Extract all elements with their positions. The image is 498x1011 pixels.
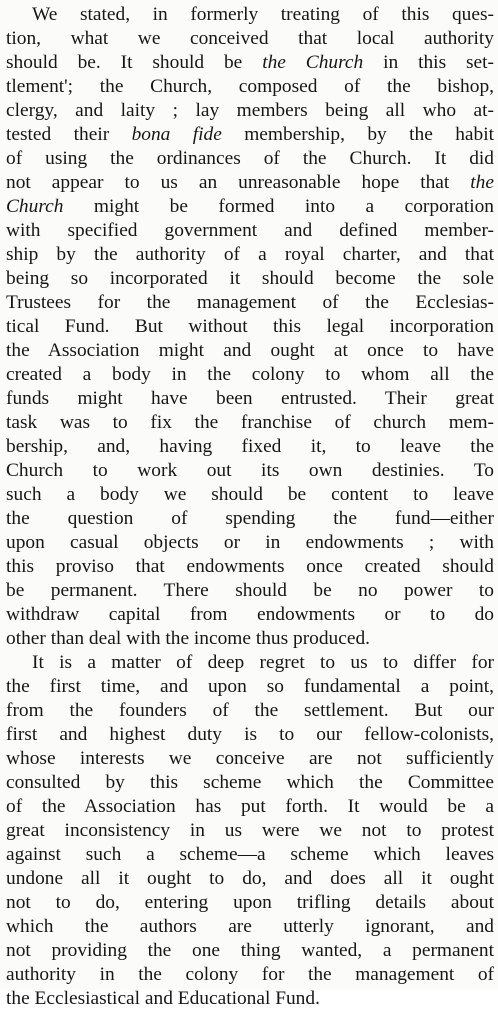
text-segment: task was to fix the franchise of church mem- <box>6 412 494 433</box>
text-line <box>6 267 494 291</box>
text-line <box>6 3 494 27</box>
text-segment: against such a scheme—a scheme which leaves <box>6 844 494 865</box>
text-segment: of using the ordinances of the Church. It did <box>6 148 494 169</box>
text-line <box>6 843 494 867</box>
text-segment: Church to work out its own destinies. To <box>6 460 494 481</box>
text-segment: of the Association has put forth. It would be a <box>6 796 494 817</box>
text-segment: being so incorporated it should become the sole <box>6 268 494 289</box>
paragraph <box>6 3 494 651</box>
italic-text: the Church <box>262 52 364 73</box>
text-segment: clergy, and laity ; lay members being all who at- <box>6 100 494 121</box>
text-line <box>6 939 494 963</box>
italic-text: bona fide <box>131 124 222 145</box>
text-segment: in this set- <box>363 52 495 73</box>
text-line <box>6 915 494 939</box>
paragraph <box>6 651 494 1011</box>
text-line <box>6 867 494 891</box>
text-line <box>6 483 494 507</box>
text-line <box>6 315 494 339</box>
text-segment: other than deal with the income thus produced. <box>6 628 371 649</box>
text-line <box>6 171 494 195</box>
text-segment: not providing the one thing wanted, a permanent <box>6 940 494 961</box>
text-line <box>6 435 494 459</box>
text-segment: funds might have been entrusted. Their great <box>6 388 494 409</box>
text-line <box>6 123 494 147</box>
text-segment: tlement'; the Church, composed of the bishop, <box>6 76 494 97</box>
text-line <box>6 411 494 435</box>
text-line <box>6 603 494 627</box>
text-line <box>6 699 494 723</box>
text-segment: tical Fund. But without this legal incorporation <box>6 316 494 337</box>
text-segment: tested their <box>6 124 132 145</box>
text-line <box>6 291 494 315</box>
text-segment: which the authors are utterly ignorant, and <box>6 916 494 937</box>
text-line <box>6 795 494 819</box>
text-segment: undone all it ought to do, and does all it ought <box>6 868 494 889</box>
text-line <box>6 75 494 99</box>
text-line <box>6 987 494 1011</box>
text-line <box>6 147 494 171</box>
text-line <box>6 51 494 75</box>
text-segment: this proviso that endowments once created should <box>6 556 494 577</box>
italic-text: Church <box>6 196 64 217</box>
text-line <box>6 579 494 603</box>
text-segment: with specified government and defined member- <box>6 220 494 241</box>
text-segment: upon casual objects or in endowments ; with <box>6 532 494 553</box>
text-segment: the Ecclesiastical and Educational Fund. <box>6 988 320 1009</box>
text-segment: bership, and, having fixed it, to leave the <box>6 436 494 457</box>
text-line <box>6 507 494 531</box>
text-line <box>6 99 494 123</box>
text-line <box>6 219 494 243</box>
text-segment: not appear to us an unreasonable hope that <box>6 172 471 193</box>
text-line <box>6 891 494 915</box>
text-segment: Trustees for the management of the Ecclesias- <box>6 292 494 313</box>
text-line <box>6 771 494 795</box>
text-line <box>6 747 494 771</box>
text-segment: tion, what we conceived that local authority <box>6 28 494 49</box>
text-segment: created a body in the colony to whom all the <box>6 364 494 385</box>
text-line <box>6 339 494 363</box>
text-line <box>6 387 494 411</box>
text-line <box>6 723 494 747</box>
article-column <box>6 3 494 1011</box>
text-segment: great inconsistency in us were we not to protest <box>6 820 494 841</box>
text-segment: not to do, entering upon trifling details about <box>6 892 494 913</box>
text-segment: withdraw capital from endowments or to do <box>6 604 494 625</box>
text-segment: whose interests we conceive are not sufficiently <box>6 748 494 769</box>
text-line <box>6 627 494 651</box>
text-line <box>6 675 494 699</box>
text-line <box>6 243 494 267</box>
text-line <box>6 531 494 555</box>
text-segment: the Association might and ought at once to have <box>6 340 494 361</box>
text-line <box>6 651 494 675</box>
text-segment: first and highest duty is to our fellow-colonists, <box>6 724 494 745</box>
text-segment: the first time, and upon so fundamental a point, <box>6 676 494 697</box>
text-line <box>6 195 494 219</box>
italic-text: the <box>470 172 494 193</box>
text-segment: It is a matter of deep regret to us to differ for <box>32 652 494 673</box>
text-line <box>6 27 494 51</box>
text-line <box>6 363 494 387</box>
text-segment: should be. It should be <box>6 52 263 73</box>
text-segment: authority in the colony for the management of <box>6 964 494 985</box>
text-line <box>6 555 494 579</box>
text-segment: the question of spending the fund—either <box>6 508 494 529</box>
text-segment: ship by the authority of a royal charter, and that <box>6 244 494 265</box>
text-segment: be permanent. There should be no power to <box>6 580 494 601</box>
text-line <box>6 819 494 843</box>
text-segment: membership, by the habit <box>221 124 494 145</box>
text-line <box>6 459 494 483</box>
text-segment: such a body we should be content to leave <box>6 484 494 505</box>
text-segment: consulted by this scheme which the Committee <box>6 772 494 793</box>
text-segment: We stated, in formerly treating of this ques- <box>32 4 494 25</box>
text-line <box>6 963 494 987</box>
text-segment: from the founders of the settlement. But our <box>6 700 494 721</box>
text-segment: might be formed into a corporation <box>63 196 494 217</box>
